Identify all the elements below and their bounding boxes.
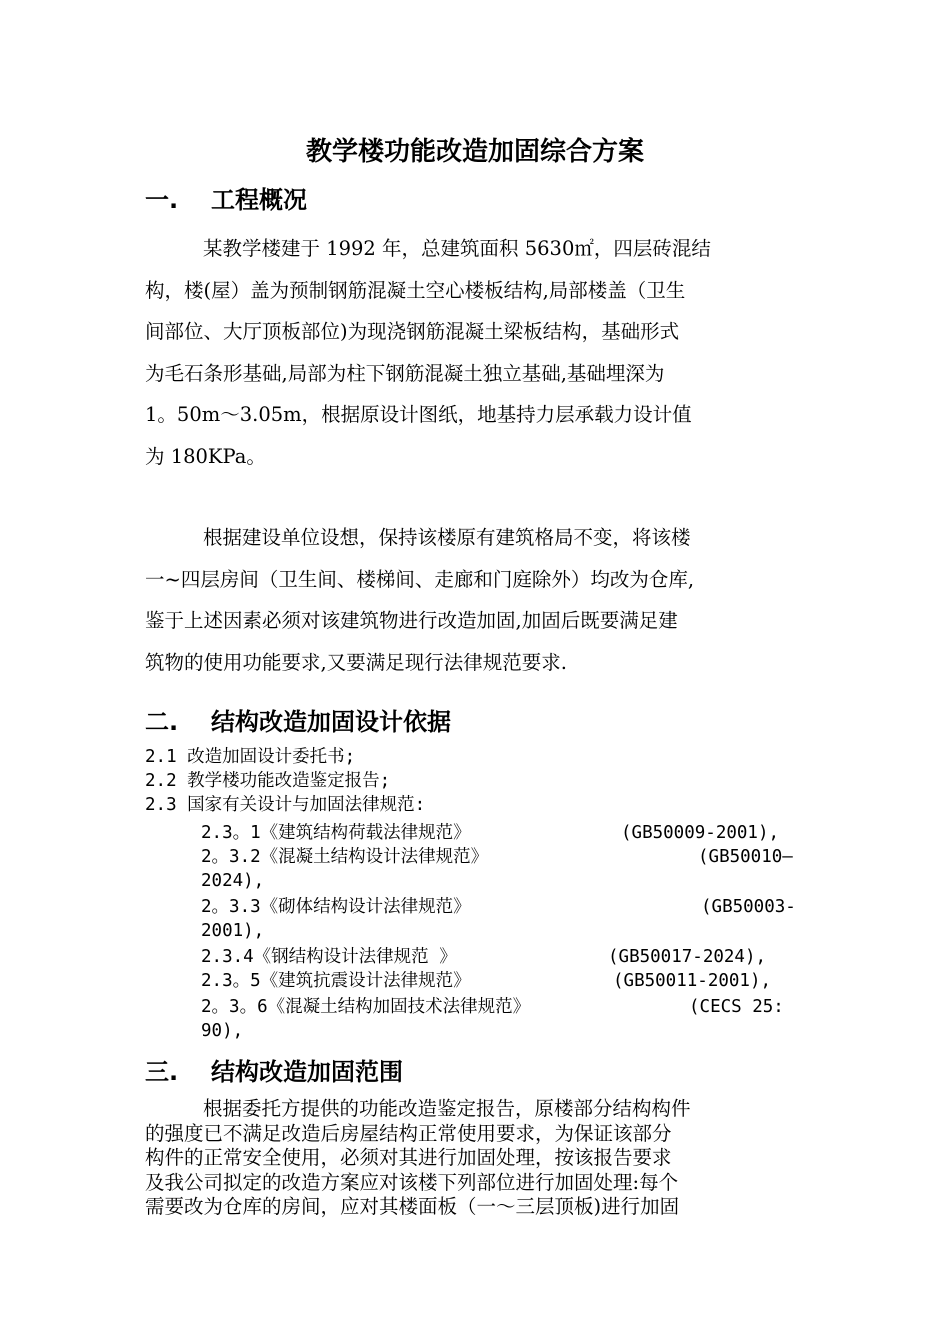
standard-code-continued: 2024), [201,871,265,891]
section-number: 二. [145,708,179,736]
basis-item: 2.1 改造加固设计委托书; [145,747,356,767]
paragraph-line: 需要改为仓库的房间，应对其楼面板（一～三层顶板)进行加固 [145,1195,680,1218]
basis-item: 2.3 国家有关设计与加固法律规范: [145,795,426,815]
standard-code-continued: 90), [201,1021,244,1041]
standard-name: 2。3。6《混凝土结构加固技术法律规范》 [201,997,531,1017]
paragraph-line: 鉴于上述因素必须对该建筑物进行改造加固,加固后既要满足建 [145,609,678,632]
paragraph-line: 根据建设单位设想，保持该楼原有建筑格局不变，将该楼 [203,526,691,549]
standard-name: 2。3.3《砌体结构设计法律规范》 [201,897,471,917]
paragraph-line: 的强度已不满足改造后房屋结构正常使用要求，为保证该部分 [145,1121,672,1145]
standard-item [201,970,871,994]
paragraph-line: 1。50m～3.05m，根据原设计图纸，地基持力层承载力设计值 [145,403,692,426]
paragraph-line: 为毛石条形基础,局部为柱下钢筋混凝土独立基础,基础埋深为 [145,361,665,385]
standard-code: (CECS 25: [689,997,784,1017]
standard-code: (GB50009-2001), [621,823,780,843]
paragraph-line: 构件的正常安全使用，必须对其进行加固处理，按该报告要求 [145,1146,672,1169]
standard-name: 2。3.2《混凝土结构设计法律规范》 [201,847,489,867]
paragraph-line: 为 180KPa。 [145,444,266,468]
paragraph-line: 及我公司拟定的改造方案应对该楼下列部位进行加固处理:每个 [145,1170,679,1194]
standard-item [201,996,871,1020]
scope-paragraph [145,1097,807,1220]
section-number: 三. [145,1058,179,1086]
section-title: 工程概况 [211,186,307,214]
standard-item [201,896,871,920]
overview-paragraph-1 [145,228,805,477]
standard-code-continued: 2001), [201,921,265,941]
section-1-heading [145,180,307,220]
standard-code: (GB50011-2001), [613,971,772,991]
standard-code: (GB50017-2024), [608,947,767,967]
standard-name: 2.3.4《钢结构设计法律规范 》 [201,947,457,967]
section-2-heading [145,702,451,742]
section-number: 一. [145,186,179,214]
basis-item: 2.2 教学楼功能改造鉴定报告; [145,771,391,791]
standard-item [201,946,871,970]
standard-item [201,822,871,846]
paragraph-line: 某教学楼建于 1992 年，总建筑面积 5630㎡，四层砖混结 [203,237,711,260]
paragraph-line: 构，楼(屋）盖为预制钢筋混凝土空心楼板结构,局部楼盖（卫生 [145,278,686,302]
standard-name: 2.3。5《建筑抗震设计法律规范》 [201,971,471,991]
paragraph-line: 间部位、大厅顶板部位)为现浇钢筋混凝土梁板结构，基础形式 [145,320,680,343]
overview-paragraph-2 [145,517,805,683]
standard-item [201,846,871,870]
document-title: 教学楼功能改造加固综合方案 [305,137,644,167]
section-title: 结构改造加固范围 [211,1058,403,1086]
paragraph-line: 根据委托方提供的功能改造鉴定报告，原楼部分结构构件 [203,1097,691,1120]
standard-code: (GB50003- [701,897,796,917]
section-3-heading [145,1052,403,1092]
standard-name: 2.3。1《建筑结构荷载法律规范》 [201,823,471,843]
paragraph-line: 一~四层房间（卫生间、楼梯间、走廊和门庭除外）均改为仓库, [145,567,695,591]
section-title: 结构改造加固设计依据 [211,708,451,736]
standard-code: (GB50010— [698,847,793,867]
paragraph-line: 筑物的使用功能要求,又要满足现行法律规范要求. [145,650,567,674]
